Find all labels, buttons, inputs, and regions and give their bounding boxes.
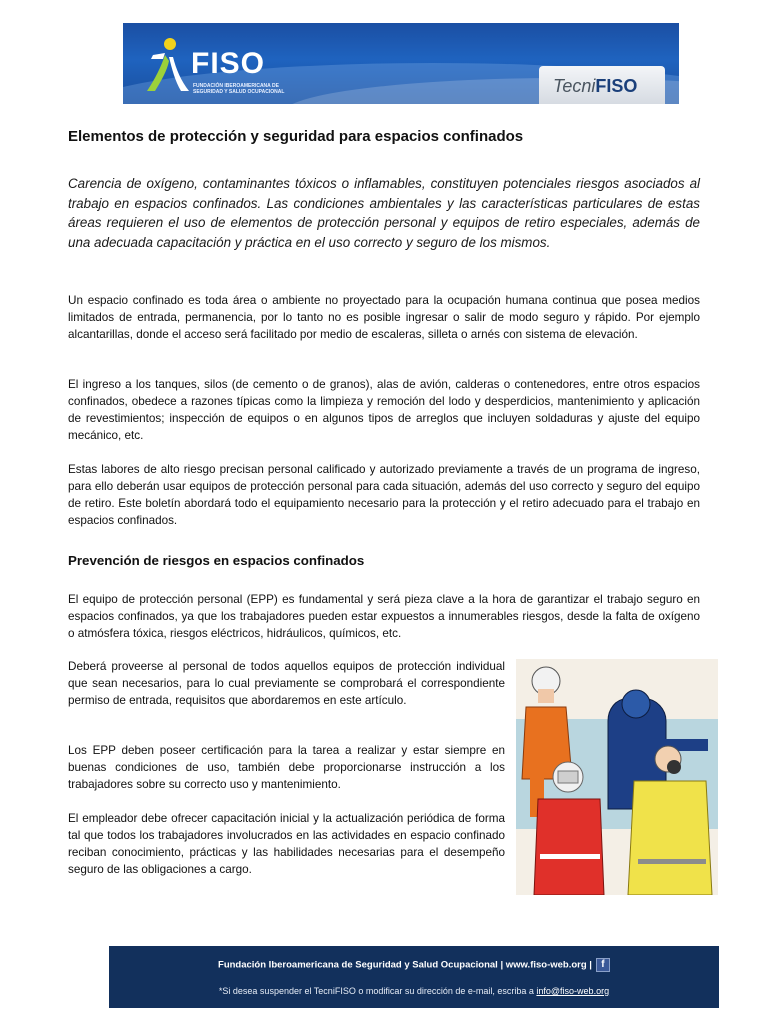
footer-bar [109,946,719,1008]
logo-wordmark: FISO [191,47,266,80]
tecni-prefix: Tecni [553,76,596,96]
footer-org-text: Fundación Iberoamericana de Seguridad y Salud Ocupacional | www.fiso-web.org | [218,959,592,971]
footer-note [109,986,719,996]
paragraph-definition: Un espacio confinado es toda área o ambiente no proyectado para la ocupación humana continua que posea medios limitados de entrada, permanencia, por lo tanto no es posible ingresar o salir de modo seguro y rápido. Por ejemplo alcantarillas, donde el acceso será facilitado por medio de escaleras, silleta o arnés con sistema de elevación. [68,294,700,341]
paragraph-certification: Los EPP deben poseer certificación para la tarea a realizar y estar siempre en buenas condiciones de uso, también debe proporcionarse instrucción a los trabajadores sobre su correcto uso y mantenimiento. [68,744,505,791]
document-title: Elementos de protección y seguridad para espacios confinados [68,128,524,145]
footer-email-link[interactable]: info@fiso-web.org [536,986,610,996]
paragraph-provision: Deberá proveerse al personal de todos aquellos equipos de protección individual que sean necesarios, para lo cual previamente se comprobará el correspondiente permiso de entrada, requisitos que abordaremos en este artículo. [68,660,505,707]
fiso-logo-icon [145,37,189,93]
workers-illustration [516,659,718,895]
paragraph-high-risk: Estas labores de alto riesgo precisan personal calificado y autorizado previamente a través de un programa de ingreso, para ello deberán usar equipos de protección personal para cada situación, además del uso correcto y seguro del equipo de retiro. Este boletín abordará todo el equipamiento necesario para la protección y el retiro adecuado para el trabajo en espacios confinados. [68,463,700,527]
paragraph-training: El empleador debe ofrecer capacitación inicial y la actualización periódica de forma tal que todos los trabajadores involucrados en las actividades en espacio confinado reciban conocimiento, prácticas y las habilidades necesarias para el desempeño seguro de las obligaciones a cargo. [68,812,505,876]
tecnifiso-label [553,76,637,97]
facebook-icon[interactable]: f [596,958,610,972]
logo-subtitle: FUNDACIÓN IBEROAMERICANA DE SEGURIDAD Y SALUD OCUPACIONAL [193,83,285,95]
header-banner [123,23,679,104]
tecni-suffix: FISO [595,76,638,96]
tecnifiso-badge [539,66,665,104]
section-title: Prevención de riesgos en espacios confinados [68,553,365,568]
footer-note-text: *Si desea suspender el TecniFISO o modificar su dirección de e-mail, escriba a [218,986,537,996]
paragraph-examples: El ingreso a los tanques, silos (de cemento o de granos), alas de avión, calderas o contenedores, entre otros espacios confinados, obedece a razones típicas como la limpieza y remoción del lodo y desperdicios, mantenimiento y aplicación de revestimientos; inspección de equipos o en algunos tipos de arreglos que incluyen soldaduras y ajuste del equipo mecánico, etc. [68,378,700,442]
paragraph-epp: El equipo de protección personal (EPP) es fundamental y será pieza clave a la hora de garantizar el trabajo seguro en espacios confinados, ya que los trabajadores pueden estar expuestos a innumerables riesgos, desde la falta de oxígeno o atmósfera tóxica, riesgos eléctricos, hidráulicos, químicos, etc. [68,593,700,640]
intro-paragraph: Carencia de oxígeno, contaminantes tóxicos o inflamables, constituyen potenciales riesgos asociados al trabajo en espacios confinados. Las condiciones ambientales y las características particulares de estas áreas requieren el uso de elementos de protección personal y equipos de retiro especiales, además de una adecuada capacitación y práctica en el uso correcto y seguro de los mismos. [68,176,700,250]
footer-org-line [109,958,719,972]
